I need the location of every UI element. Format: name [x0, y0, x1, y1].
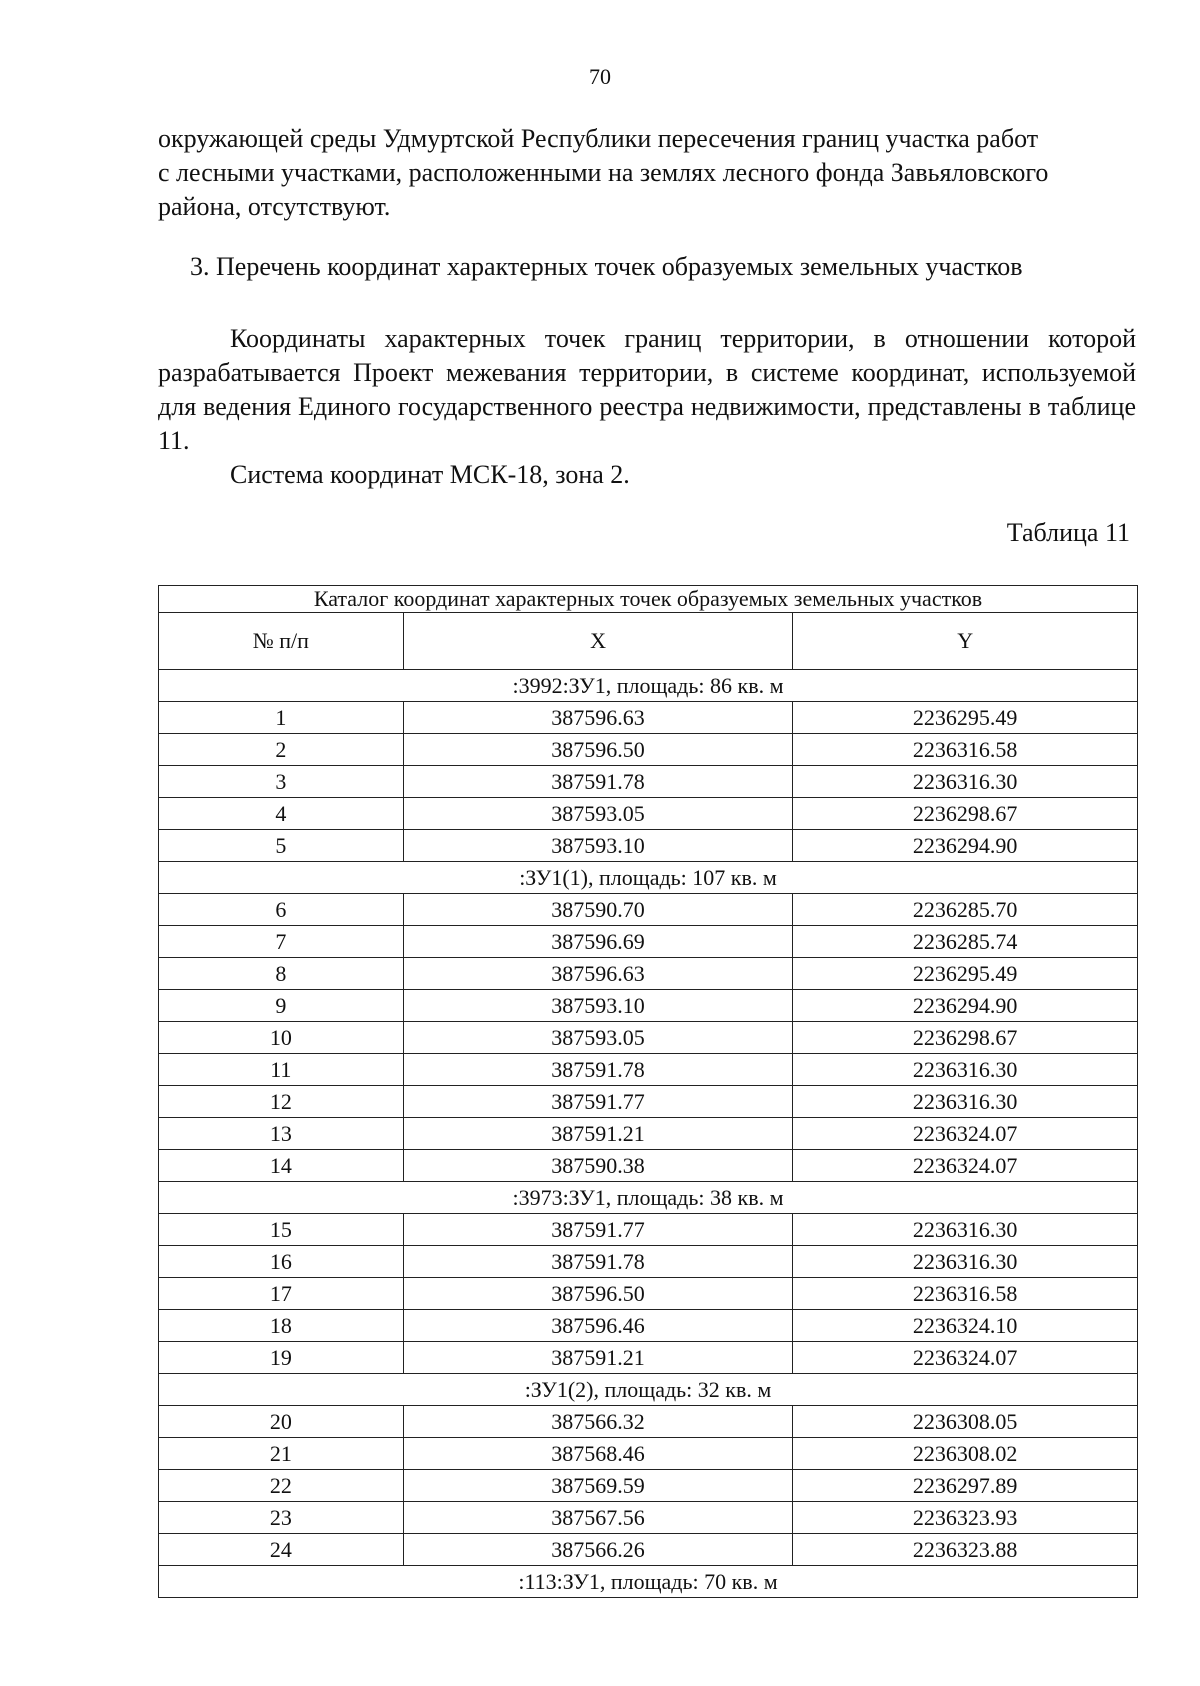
coord-y: 2236324.07 [793, 1118, 1138, 1150]
coord-x: 387593.10 [403, 990, 793, 1022]
table-row [159, 1278, 1138, 1310]
table-row [159, 1086, 1138, 1118]
coord-y: 2236285.74 [793, 926, 1138, 958]
coord-x: 387596.50 [403, 1278, 793, 1310]
table-row [159, 702, 1138, 734]
point-number: 8 [159, 958, 404, 990]
intro-line: с лесными участками, расположенными на землях лесного фонда Завьяловского [158, 158, 1049, 187]
coord-y: 2236323.88 [793, 1534, 1138, 1566]
coord-y: 2236308.02 [793, 1438, 1138, 1470]
point-number: 18 [159, 1310, 404, 1342]
group-label: :ЗУ1(1), площадь: 107 кв. м [159, 862, 1138, 894]
table-body [159, 670, 1138, 1598]
coord-x: 387596.50 [403, 734, 793, 766]
coord-y: 2236324.07 [793, 1150, 1138, 1182]
header-x: X [403, 613, 793, 670]
table-row [159, 830, 1138, 862]
table-row [159, 1214, 1138, 1246]
coord-x: 387590.70 [403, 894, 793, 926]
coord-y: 2236297.89 [793, 1470, 1138, 1502]
coord-x: 387591.77 [403, 1214, 793, 1246]
table-row [159, 894, 1138, 926]
coordinates-table [158, 585, 1138, 1598]
group-label: :ЗУ1(2), площадь: 32 кв. м [159, 1374, 1138, 1406]
coord-y: 2236316.30 [793, 1246, 1138, 1278]
table-row [159, 1502, 1138, 1534]
table-caption: Таблица 11 [1006, 518, 1130, 547]
point-number: 10 [159, 1022, 404, 1054]
header-num: № п/п [159, 613, 404, 670]
group-row [159, 1566, 1138, 1598]
table-row [159, 1438, 1138, 1470]
group-label: :113:ЗУ1, площадь: 70 кв. м [159, 1566, 1138, 1598]
coord-y: 2236295.49 [793, 958, 1138, 990]
table-row [159, 958, 1138, 990]
coordinate-system: Система координат МСК-18, зона 2. [230, 460, 630, 489]
point-number: 21 [159, 1438, 404, 1470]
coord-x: 387593.10 [403, 830, 793, 862]
point-number: 24 [159, 1534, 404, 1566]
point-number: 6 [159, 894, 404, 926]
coord-x: 387590.38 [403, 1150, 793, 1182]
coord-x: 387591.21 [403, 1118, 793, 1150]
coord-y: 2236324.07 [793, 1342, 1138, 1374]
group-row [159, 1374, 1138, 1406]
coordinates-paragraph [158, 322, 1136, 492]
coord-x: 387593.05 [403, 1022, 793, 1054]
group-row [159, 670, 1138, 702]
coord-y: 2236295.49 [793, 702, 1138, 734]
table-row [159, 1406, 1138, 1438]
point-number: 22 [159, 1470, 404, 1502]
table-row [159, 1310, 1138, 1342]
intro-line: окружающей среды Удмуртской Республики пересечения границ участка работ [158, 124, 1039, 153]
coord-x: 387596.63 [403, 702, 793, 734]
coord-y: 2236316.58 [793, 1278, 1138, 1310]
coord-x: 387566.26 [403, 1534, 793, 1566]
table-row [159, 1150, 1138, 1182]
coord-x: 387568.46 [403, 1438, 793, 1470]
point-number: 16 [159, 1246, 404, 1278]
table-row [159, 1246, 1138, 1278]
point-number: 3 [159, 766, 404, 798]
point-number: 12 [159, 1086, 404, 1118]
table-row [159, 1342, 1138, 1374]
point-number: 2 [159, 734, 404, 766]
point-number: 4 [159, 798, 404, 830]
coord-y: 2236316.30 [793, 1214, 1138, 1246]
coord-x: 387596.69 [403, 926, 793, 958]
table-row [159, 766, 1138, 798]
coord-y: 2236298.67 [793, 798, 1138, 830]
coord-x: 387591.78 [403, 766, 793, 798]
coord-y: 2236323.93 [793, 1502, 1138, 1534]
coord-x: 387591.78 [403, 1054, 793, 1086]
point-number: 13 [159, 1118, 404, 1150]
intro-line: района, отсутствуют. [158, 192, 391, 221]
coord-y: 2236316.30 [793, 766, 1138, 798]
coord-y: 2236324.10 [793, 1310, 1138, 1342]
coord-y: 2236316.30 [793, 1054, 1138, 1086]
group-row [159, 1182, 1138, 1214]
table-title: Каталог координат характерных точек образуемых земельных участков [159, 586, 1138, 613]
table-row [159, 1118, 1138, 1150]
coord-y: 2236294.90 [793, 990, 1138, 1022]
coord-y: 2236294.90 [793, 830, 1138, 862]
coord-x: 387593.05 [403, 798, 793, 830]
point-number: 19 [159, 1342, 404, 1374]
point-number: 17 [159, 1278, 404, 1310]
header-y: Y [793, 613, 1138, 670]
point-number: 5 [159, 830, 404, 862]
intro-paragraph [158, 122, 1136, 224]
point-number: 23 [159, 1502, 404, 1534]
coord-x: 387567.56 [403, 1502, 793, 1534]
point-number: 9 [159, 990, 404, 1022]
coord-x: 387591.78 [403, 1246, 793, 1278]
table-row [159, 1534, 1138, 1566]
coord-y: 2236316.30 [793, 1086, 1138, 1118]
coordinates-description: Координаты характерных точек границ территории, в отношении которой разрабатывается Проект межевания территории, в системе координат, используемой для ведения Единого государственного реестра недвижимости, представлены в таблице 11. [158, 324, 1136, 455]
group-row [159, 862, 1138, 894]
table-row [159, 734, 1138, 766]
table-row [159, 1022, 1138, 1054]
table-row [159, 1054, 1138, 1086]
coord-x: 387596.63 [403, 958, 793, 990]
point-number: 15 [159, 1214, 404, 1246]
coord-x: 387596.46 [403, 1310, 793, 1342]
coord-y: 2236316.58 [793, 734, 1138, 766]
section-title: 3. Перечень координат характерных точек образуемых земельных участков [190, 252, 1023, 281]
point-number: 14 [159, 1150, 404, 1182]
point-number: 7 [159, 926, 404, 958]
point-number: 11 [159, 1054, 404, 1086]
table-row [159, 926, 1138, 958]
table-row [159, 1470, 1138, 1502]
group-label: :3973:ЗУ1, площадь: 38 кв. м [159, 1182, 1138, 1214]
coord-y: 2236308.05 [793, 1406, 1138, 1438]
group-label: :3992:ЗУ1, площадь: 86 кв. м [159, 670, 1138, 702]
coord-x: 387591.77 [403, 1086, 793, 1118]
coord-x: 387591.21 [403, 1342, 793, 1374]
point-number: 1 [159, 702, 404, 734]
page-number: 70 [589, 64, 611, 89]
table-row [159, 990, 1138, 1022]
coord-y: 2236298.67 [793, 1022, 1138, 1054]
coord-x: 387569.59 [403, 1470, 793, 1502]
coord-y: 2236285.70 [793, 894, 1138, 926]
coord-x: 387566.32 [403, 1406, 793, 1438]
point-number: 20 [159, 1406, 404, 1438]
table-row [159, 798, 1138, 830]
